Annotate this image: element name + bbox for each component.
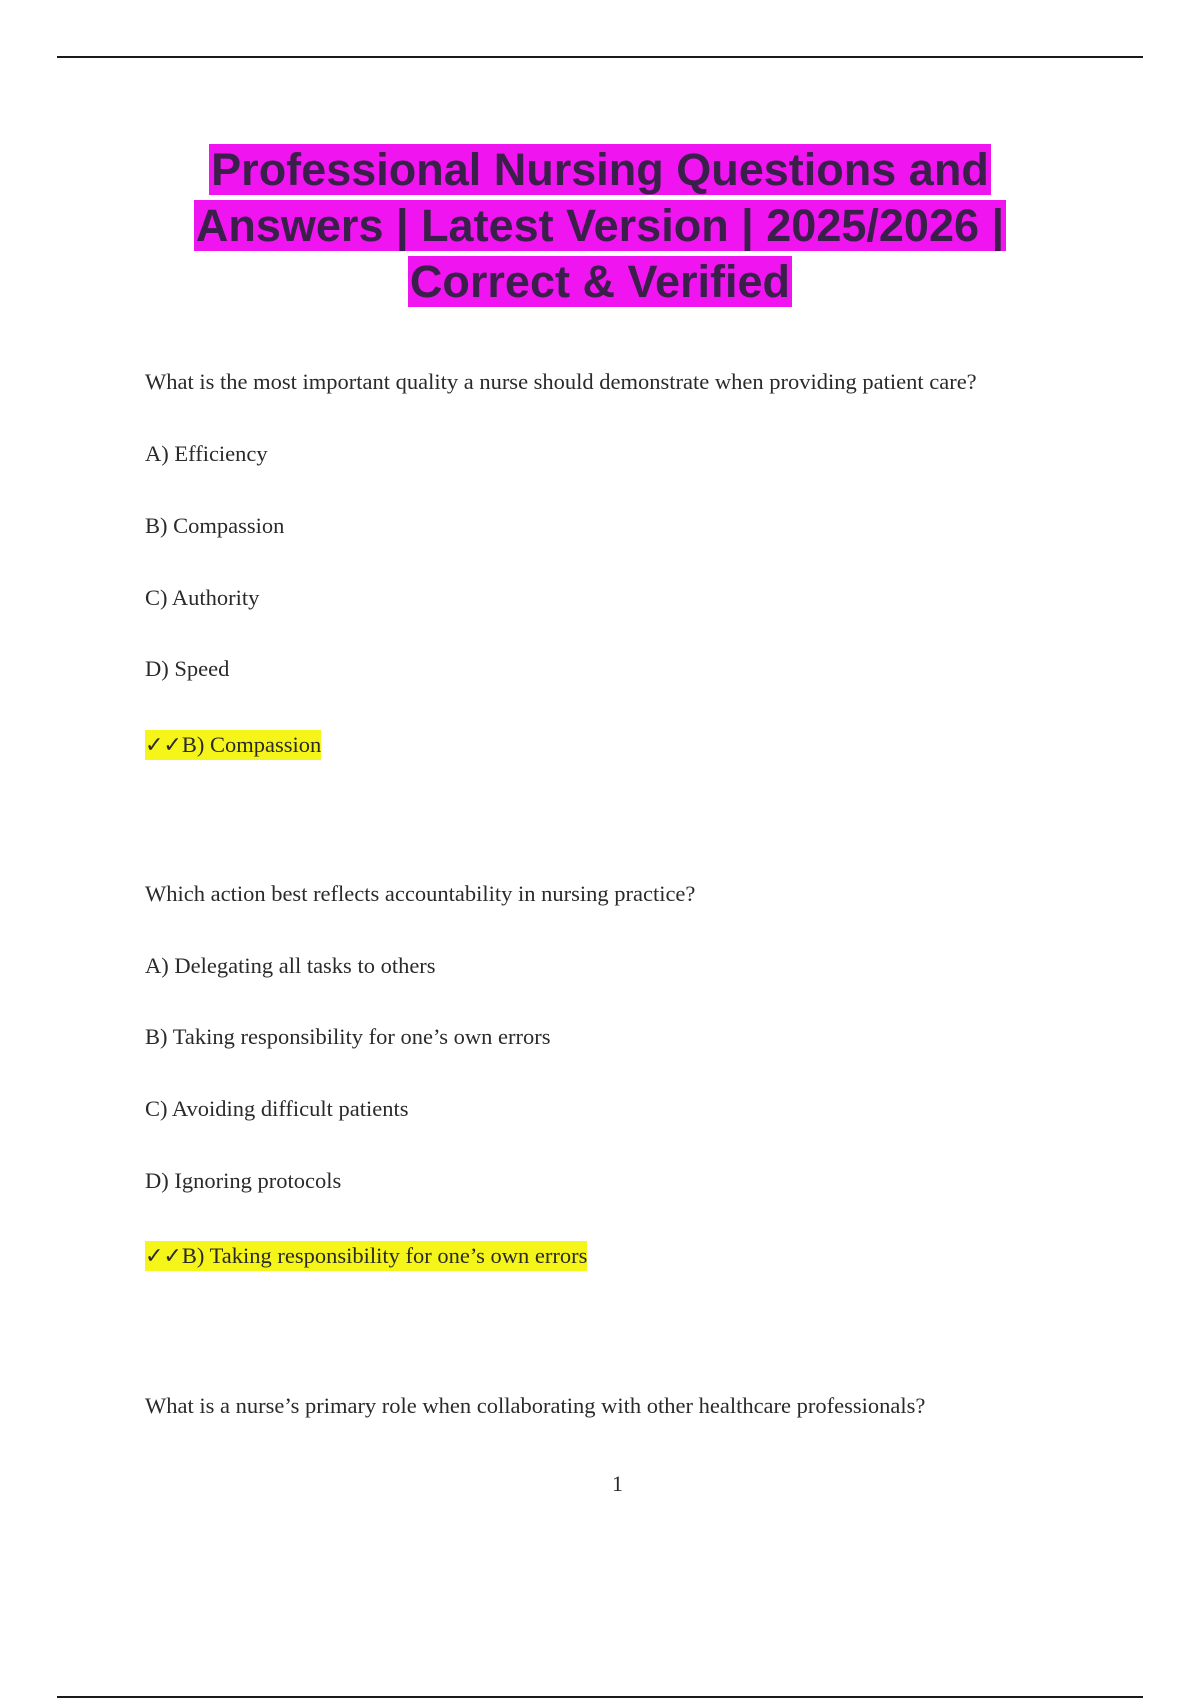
answer-option: A) Efficiency	[145, 441, 268, 466]
correct-answer	[145, 1242, 587, 1271]
question-text: What is the most important quality a nurse should demonstrate when providing patient care?	[145, 369, 977, 394]
title-line-3: Correct & Verified	[409, 256, 791, 307]
question-text: What is a nurse’s primary role when collaborating with other healthcare professionals?	[145, 1393, 926, 1418]
bottom-rule	[57, 1696, 1143, 1698]
correct-answer-text: B) Taking responsibility for one’s own errors	[181, 1243, 588, 1268]
correct-answer-text: B) Compassion	[181, 732, 322, 757]
top-rule	[57, 56, 1143, 58]
answer-option: A) Delegating all tasks to others	[145, 953, 436, 978]
title-line-2: Answers | Latest Version | 2025/2026 |	[195, 200, 1005, 251]
question-text: Which action best reflects accountability in nursing practice?	[145, 881, 696, 906]
answer-option: D) Ignoring protocols	[145, 1168, 342, 1193]
checkmark-icon: ✓✓	[145, 1244, 182, 1269]
correct-answer	[145, 731, 321, 760]
answer-option: D) Speed	[145, 656, 230, 681]
title-line-1: Professional Nursing Questions and	[211, 144, 989, 195]
document-title	[100, 142, 1100, 310]
answer-option: B) Taking responsibility for one’s own errors	[145, 1024, 551, 1049]
answer-option: C) Authority	[145, 585, 260, 610]
checkmark-icon: ✓✓	[145, 733, 182, 758]
page-number: 1	[612, 1471, 623, 1496]
answer-option: B) Compassion	[145, 513, 285, 538]
answer-option: C) Avoiding difficult patients	[145, 1096, 409, 1121]
